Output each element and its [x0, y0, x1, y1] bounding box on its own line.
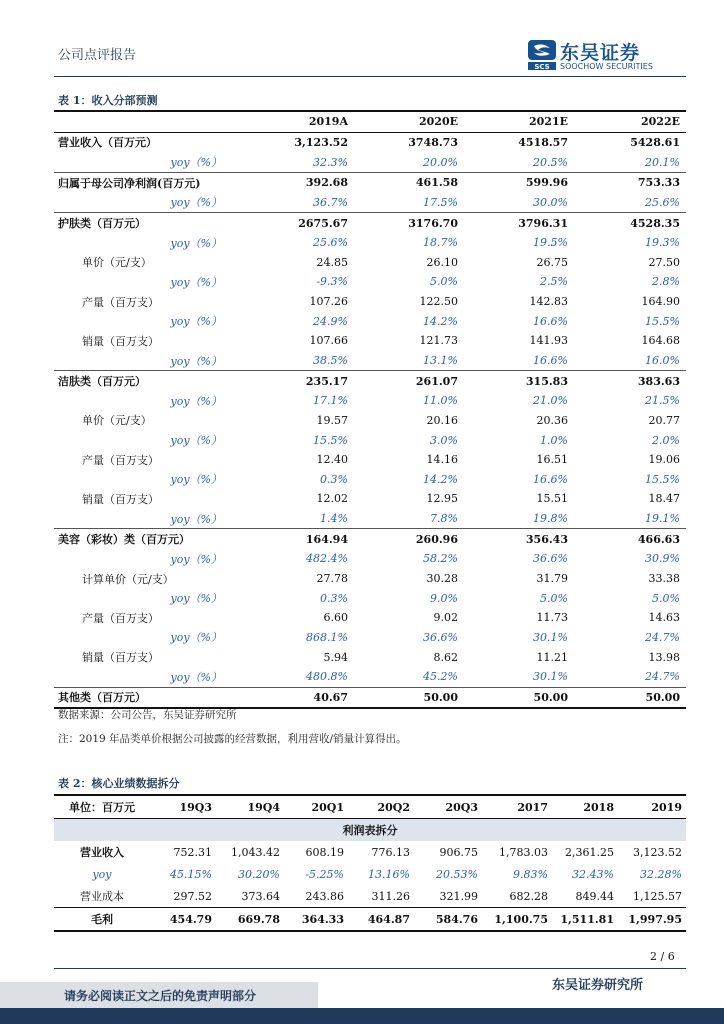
cell-value: 0.3% — [320, 472, 348, 486]
cell-value: 480.8% — [306, 670, 348, 684]
col-header: 20Q2 — [348, 795, 414, 819]
cell-value: 18.7% — [423, 236, 458, 250]
col-header: 2021E — [464, 111, 574, 132]
cell-value: 19.06 — [648, 453, 680, 467]
cell-value: 12.02 — [316, 492, 348, 506]
cell-value: 3796.31 — [464, 213, 574, 233]
cell-value: 753.33 — [574, 172, 686, 192]
cell-value: 16.0% — [645, 354, 680, 367]
table-row — [54, 841, 686, 863]
row-label: yoy（%） — [170, 434, 222, 448]
cell-value: 464.87 — [348, 908, 414, 932]
cell-value: 466.63 — [574, 529, 686, 549]
cell-value: 50.00 — [464, 687, 574, 708]
table-row — [54, 529, 686, 549]
cell-value: 19.5% — [533, 236, 568, 250]
row-label: yoy（%） — [170, 196, 222, 210]
row-label: 销量（百万支） — [82, 334, 159, 348]
table-row — [54, 549, 686, 569]
cell-value: 164.68 — [641, 334, 680, 348]
cell-value: 2.8% — [652, 275, 680, 289]
cell-value: 19.3% — [645, 236, 680, 250]
cell-value: 27.78 — [316, 572, 348, 586]
logo-mark-text: SCS — [534, 63, 550, 70]
row-label: yoy（%） — [170, 631, 222, 645]
cell-value: 24.7% — [645, 670, 680, 684]
cell-value: 26.10 — [426, 255, 458, 269]
cell-value: 14.63 — [648, 611, 680, 625]
cell-value: 16.6% — [533, 314, 568, 328]
cell-value: 1,125.57 — [633, 889, 682, 903]
cell-value: 9.02 — [433, 611, 458, 625]
cell-value: 36.6% — [533, 552, 568, 566]
cell-value: 4518.57 — [518, 135, 568, 149]
cell-value: 19.1% — [645, 512, 680, 526]
cell-value: 17.5% — [423, 195, 458, 209]
unit-label: 单位：百万元 — [54, 795, 150, 819]
cell-value: 33.38 — [648, 572, 680, 586]
cell-value: 356.43 — [464, 529, 574, 549]
row-label: yoy（%） — [170, 354, 222, 368]
cell-value: 11.0% — [423, 394, 458, 408]
cell-value: 30.20% — [238, 867, 280, 881]
cell-value: 20.16 — [426, 413, 458, 427]
table-row — [54, 371, 686, 391]
cell-value: 608.19 — [305, 845, 344, 859]
page-number: 2 / 6 — [650, 950, 675, 963]
cell-value: -5.25% — [305, 867, 344, 881]
cell-value: 373.64 — [241, 889, 280, 903]
table-row — [54, 588, 686, 608]
cell-value: 599.96 — [464, 172, 574, 192]
table-row — [54, 908, 686, 932]
cell-value: 38.5% — [313, 354, 348, 367]
cell-value: 243.86 — [305, 889, 344, 903]
cell-value: 9.83% — [513, 867, 548, 881]
cell-value: 311.26 — [371, 889, 410, 903]
cell-value: 383.63 — [574, 371, 686, 391]
cell-value: 1,100.75 — [482, 908, 552, 932]
cell-value: 1,783.03 — [499, 845, 548, 859]
footer-bar — [0, 1008, 724, 1024]
row-label: yoy（%） — [170, 473, 222, 487]
cell-value: 32.43% — [572, 867, 614, 881]
table-row — [54, 628, 686, 648]
cell-value: 40.67 — [244, 687, 354, 708]
cell-value: 454.79 — [150, 908, 216, 932]
cell-value: 1,043.42 — [231, 845, 280, 859]
cell-value: 9.0% — [430, 591, 458, 605]
cell-value: 3,123.52 — [633, 845, 682, 859]
row-label: 护肤类（百万元） — [54, 213, 244, 233]
cell-value: 669.78 — [216, 908, 284, 932]
cell-value: 16.6% — [533, 354, 568, 367]
table-row — [54, 863, 686, 885]
logo-chinese-name: 东吴证券 — [560, 42, 641, 64]
col-header: 2018 — [552, 795, 618, 819]
cell-value: 36.6% — [423, 630, 458, 644]
core-performance-table — [54, 794, 686, 932]
revenue-segment-forecast-table — [54, 110, 686, 709]
cell-value: 32.3% — [313, 155, 348, 169]
row-label: yoy（%） — [170, 315, 222, 329]
table-row — [54, 450, 686, 470]
row-label: yoy（%） — [170, 670, 222, 684]
cell-value: 121.73 — [419, 334, 458, 348]
cell-value: 15.51 — [536, 492, 568, 506]
cell-value: 24.85 — [316, 255, 348, 269]
cell-value: 164.90 — [641, 295, 680, 309]
table1-note: 注：2019 年品类单价根据公司披露的经营数据，利用营收/销量计算得出。 — [58, 733, 407, 745]
cell-value: 30.0% — [533, 195, 568, 209]
cell-value: 20.36 — [536, 413, 568, 427]
cell-value: 3748.73 — [408, 135, 458, 149]
table-row — [54, 351, 686, 371]
table-row — [54, 667, 686, 687]
table-row — [54, 292, 686, 312]
row-label: yoy（%） — [170, 592, 222, 606]
cell-value: 12.40 — [316, 453, 348, 467]
row-label: 销量（百万支） — [82, 651, 159, 665]
table-row — [54, 311, 686, 331]
cell-value: 1,511.81 — [552, 908, 618, 932]
cell-value: 31.79 — [536, 572, 568, 586]
row-label: 营业收入 — [80, 846, 124, 859]
disclaimer-banner — [0, 982, 318, 1008]
cell-value: 3.0% — [430, 433, 458, 447]
cell-value: -9.3% — [316, 275, 348, 289]
cell-value: 461.58 — [354, 172, 464, 192]
table-row — [54, 687, 686, 708]
table-row — [54, 132, 686, 152]
col-header: 2019 — [618, 795, 686, 819]
row-label: 其他类（百万元） — [54, 687, 244, 708]
table2-caption: 表 2：核心业绩数据拆分 — [58, 777, 180, 790]
row-label: 产量（百万支） — [82, 611, 159, 625]
cell-value: 16.51 — [536, 453, 568, 467]
cell-value: 13.16% — [368, 867, 410, 881]
col-header: 2022E — [574, 111, 686, 132]
table-row — [54, 509, 686, 529]
row-label: 归属于母公司净利润(百万元) — [54, 172, 244, 192]
col-header: 20Q3 — [414, 795, 482, 819]
brand-logo — [528, 38, 678, 74]
cell-value: 21.5% — [645, 394, 680, 408]
col-header: 2019A — [244, 111, 354, 132]
section-band-label: 利润表拆分 — [54, 819, 686, 842]
row-label: yoy（%） — [170, 512, 222, 526]
cell-value: 4528.35 — [574, 213, 686, 233]
row-label: 单价（元/支） — [82, 414, 152, 428]
table-row — [54, 430, 686, 450]
cell-value: 584.76 — [414, 908, 482, 932]
section-band-row — [54, 819, 686, 842]
header-blank — [54, 111, 244, 132]
cell-value: 14.2% — [423, 472, 458, 486]
cell-value: 30.1% — [533, 630, 568, 644]
cell-value: 20.1% — [645, 155, 680, 169]
cell-value: 364.33 — [284, 908, 348, 932]
cell-value: 1.0% — [540, 433, 568, 447]
institution-name: 东吴证券研究所 — [552, 978, 644, 993]
cell-value: 2,361.25 — [565, 845, 614, 859]
row-label: 销量（百万支） — [82, 492, 159, 506]
row-label: yoy（%） — [170, 236, 222, 250]
cell-value: 261.07 — [354, 371, 464, 391]
cell-value: 30.1% — [533, 670, 568, 684]
cell-value: 45.15% — [170, 867, 212, 881]
row-label: 产量（百万支） — [82, 295, 159, 309]
col-header: 2020E — [354, 111, 464, 132]
cell-value: 321.99 — [439, 889, 478, 903]
cell-value: 682.28 — [509, 889, 548, 903]
table-row — [54, 411, 686, 431]
cell-value: 8.62 — [433, 650, 458, 664]
document-type: 公司点评报告 — [58, 48, 137, 63]
table-row — [54, 152, 686, 172]
row-label: yoy（%） — [170, 275, 222, 289]
cell-value: 107.26 — [309, 295, 348, 309]
cell-value: 24.7% — [645, 630, 680, 644]
cell-value: 5.0% — [652, 591, 680, 605]
cell-value: 32.28% — [640, 867, 682, 881]
cell-value: 14.16 — [426, 453, 458, 467]
cell-value: 776.13 — [371, 845, 410, 859]
disclaimer-text: 请务必阅读正文之后的免责声明部分 — [64, 989, 257, 1003]
cell-value: 5428.61 — [630, 135, 680, 149]
table-row — [54, 213, 686, 233]
cell-value: 482.4% — [306, 552, 348, 566]
cell-value: 58.2% — [423, 552, 458, 566]
cell-value: 20.53% — [436, 867, 478, 881]
cell-value: 20.77 — [648, 413, 680, 427]
col-header: 20Q1 — [284, 795, 348, 819]
table-row — [54, 647, 686, 667]
cell-value: 3176.70 — [354, 213, 464, 233]
cell-value: 2.5% — [540, 275, 568, 289]
cell-value: 3,123.52 — [294, 135, 348, 149]
cell-value: 12.95 — [426, 492, 458, 506]
row-label: 营业收入（百万元） — [58, 136, 157, 150]
row-label: 美容（彩妆）类（百万元） — [54, 529, 244, 549]
col-header: 19Q3 — [150, 795, 216, 819]
cell-value: 868.1% — [306, 630, 348, 644]
cell-value: 164.94 — [244, 529, 354, 549]
soochow-logo-icon — [528, 40, 556, 70]
cell-value: 16.6% — [533, 472, 568, 486]
cell-value: 260.96 — [354, 529, 464, 549]
table-row — [54, 272, 686, 292]
cell-value: 18.47 — [648, 492, 680, 506]
cell-value: 849.44 — [575, 889, 614, 903]
cell-value: 15.5% — [645, 472, 680, 486]
cell-value: 20.0% — [423, 155, 458, 169]
cell-value: 5.0% — [540, 591, 568, 605]
cell-value: 906.75 — [439, 845, 478, 859]
cell-value: 27.50 — [648, 255, 680, 269]
cell-value: 14.2% — [423, 314, 458, 328]
table-header-row — [54, 111, 686, 132]
row-label: yoy — [92, 867, 112, 881]
logo-english-name: SOOCHOW SECURITIES — [560, 62, 653, 71]
cell-value: 11.73 — [536, 611, 568, 625]
cell-value: 21.0% — [533, 394, 568, 408]
cell-value: 25.6% — [313, 236, 348, 250]
header-divider — [54, 76, 686, 77]
cell-value: 19.8% — [533, 512, 568, 526]
cell-value: 17.1% — [313, 394, 348, 408]
cell-value: 1,997.95 — [618, 908, 686, 932]
cell-value: 6.60 — [323, 611, 348, 625]
cell-value: 36.7% — [313, 195, 348, 209]
cell-value: 45.2% — [423, 670, 458, 684]
col-header: 2017 — [482, 795, 552, 819]
cell-value: 1.4% — [320, 512, 348, 526]
cell-value: 142.83 — [529, 295, 568, 309]
table1-caption: 表 1：收入分部预测 — [58, 94, 158, 107]
row-label: 毛利 — [54, 908, 150, 932]
table-row — [54, 193, 686, 213]
table-row — [54, 489, 686, 509]
cell-value: 30.9% — [645, 552, 680, 566]
cell-value: 15.5% — [313, 433, 348, 447]
table-header-row — [54, 795, 686, 819]
cell-value: 26.75 — [536, 255, 568, 269]
table-row — [54, 470, 686, 490]
cell-value: 19.57 — [316, 413, 348, 427]
cell-value: 5.0% — [430, 275, 458, 289]
cell-value: 235.17 — [244, 371, 354, 391]
cell-value: 122.50 — [419, 295, 458, 309]
cell-value: 141.93 — [529, 334, 568, 348]
cell-value: 11.21 — [536, 650, 568, 664]
cell-value: 7.8% — [430, 512, 458, 526]
footer-divider — [54, 968, 686, 969]
row-label: 计算单价（元/支） — [82, 572, 174, 586]
row-label: 洁肤类（百万元） — [54, 371, 244, 391]
table-row — [54, 172, 686, 192]
row-label: yoy（%） — [170, 552, 222, 566]
cell-value: 2675.67 — [244, 213, 354, 233]
table-row — [54, 233, 686, 253]
table-row — [54, 885, 686, 908]
table-row — [54, 252, 686, 272]
row-label: 产量（百万支） — [82, 453, 159, 467]
table-row — [54, 608, 686, 628]
cell-value: 15.5% — [645, 314, 680, 328]
cell-value: 315.83 — [464, 371, 574, 391]
cell-value: 752.31 — [173, 845, 212, 859]
table-row — [54, 331, 686, 351]
table-row — [54, 391, 686, 411]
table1-source: 数据来源：公司公告，东吴证券研究所 — [58, 709, 237, 721]
cell-value: 24.9% — [313, 314, 348, 328]
col-header: 19Q4 — [216, 795, 284, 819]
cell-value: 392.68 — [244, 172, 354, 192]
cell-value: 107.66 — [309, 334, 348, 348]
cell-value: 30.28 — [426, 572, 458, 586]
row-label: 营业成本 — [80, 890, 124, 903]
cell-value: 0.3% — [320, 591, 348, 605]
cell-value: 2.0% — [652, 433, 680, 447]
cell-value: 20.5% — [533, 155, 568, 169]
row-label: yoy（%） — [170, 394, 222, 408]
cell-value: 5.94 — [323, 650, 348, 664]
cell-value: 50.00 — [574, 687, 686, 708]
cell-value: 13.1% — [423, 354, 458, 367]
cell-value: 297.52 — [173, 889, 212, 903]
cell-value: 50.00 — [354, 687, 464, 708]
row-label: 单价（元/支） — [82, 256, 152, 270]
table-row — [54, 569, 686, 589]
cell-value: 25.6% — [645, 195, 680, 209]
cell-value: 13.98 — [648, 650, 680, 664]
row-label: yoy（%） — [170, 156, 222, 170]
